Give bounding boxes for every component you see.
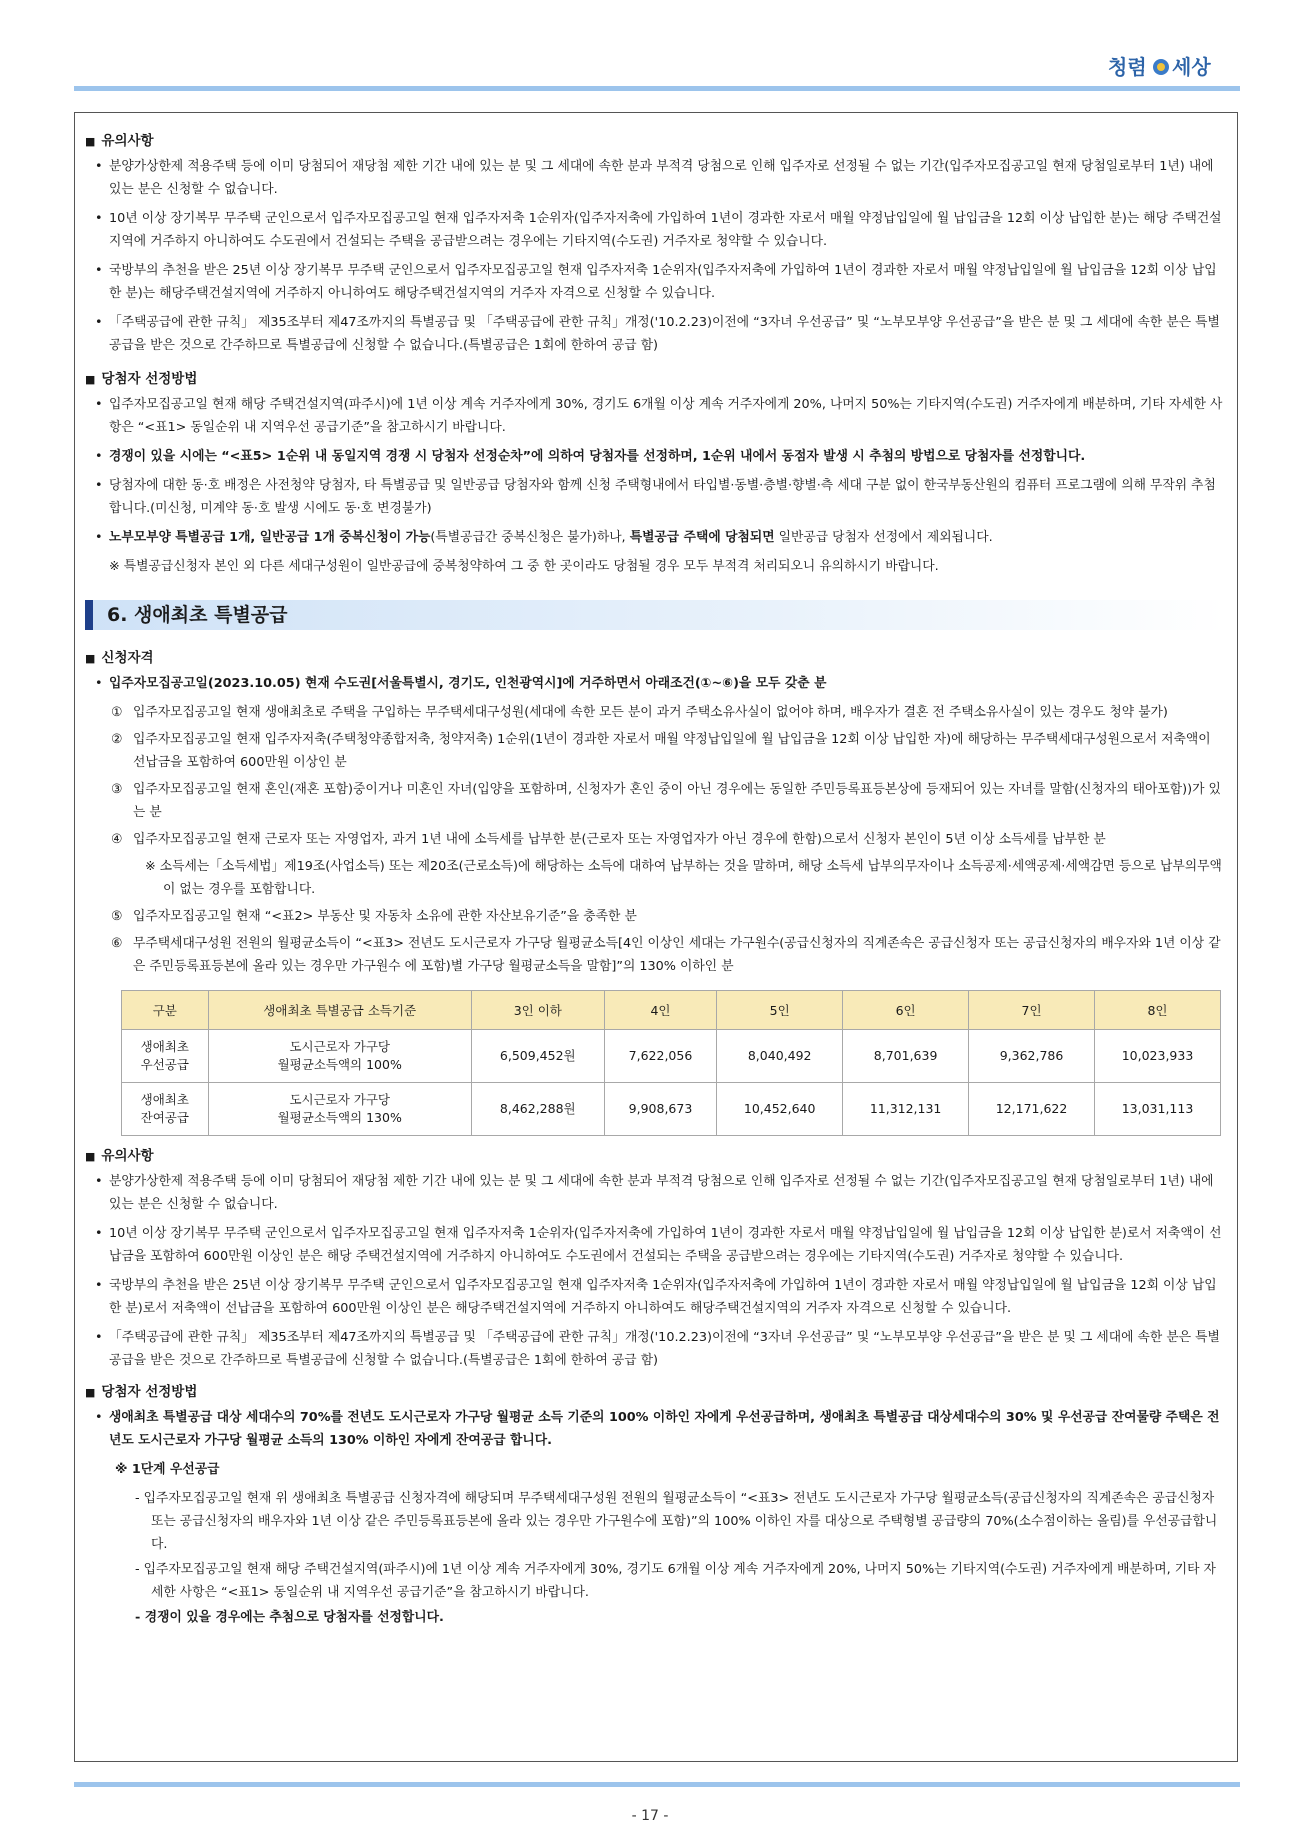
condition-2: ② 입주자모집공고일 현재 입주자저축(주택청약종합저축, 청약저축) 1순위(1년이 경과한 자로서 매월 약정납입일에 월 납입금을 12회 이상 납입한 자)에 해당하는 무주택세대구성원으로서 저축액이 선납금을 포함하여 600만원 이상인 분 — [111, 732, 1211, 770]
condition-3: ③ 입주자모집공고일 현재 혼인(재혼 포함)중이거나 미혼인 자녀(입양을 포함하며, 신청자가 혼인 중이 아닌 경우에는 동일한 주민등록표등본상에 등재되어 있는 자녀를 말함(신청자의 태아포함))가 있는 분 — [111, 782, 1221, 820]
table-header: 4인 — [604, 991, 717, 1030]
row-criteria: 도시근로자 가구당 월평균소득액의 130% — [208, 1083, 471, 1136]
note-item: • 「주택공급에 관한 규칙」 제35조부터 제47조까지의 특별공급 및 「주택공급에 관한 규칙」개정('10.2.23)이전에 “3자녀 우선공급” 및 “노부모부양 우선공급”을 받은 분 및 그 세대에 속한 분은 특별공급을 받은 것으로 간주하므로 특별공급에 신청할 수 없습니다.(특별공급은 1회에 한하여 공급 함) — [95, 311, 1227, 357]
logo-word-1: 청렴 — [1108, 55, 1147, 79]
logo — [1108, 50, 1223, 84]
condition-6: ⑥ 무주택세대구성원 전원의 월평균소득이 “<표3> 전년도 도시근로자 가구당 월평균소득[4인 이상인 세대는 가구원수(공급신청자의 직계존속은 공급신청자 또는 공급신청자의 배우자와 1년 이상 같은 주민등록표등본에 올라 있는 경우만 가구원수 에 포함)별 가구당 월평균소득을 말함]”의 130% 이하인 분 — [111, 936, 1221, 974]
table-cell: 9,908,673 — [604, 1083, 717, 1136]
note-item: • 10년 이상 장기복무 무주택 군인으로서 입주자모집공고일 현재 입주자저축 1순위자(입주자저축에 가입하여 1년이 경과한 자로서 매월 약정납입일에 월 납입금을 12회 이상 납입한 분)는 해당 주택건설지역에 거주하지 아니하여도 수도권에서 건설되는 주택을 공급받으려는 경우에는 기타지역(수도권) 거주자로 청약할 수 있습니다. — [95, 207, 1227, 253]
table-row — [122, 1030, 1221, 1083]
selection-heading: ■ 당첨자 선정방법 — [85, 367, 1227, 387]
selection-note: ※ 특별공급신청자 본인 외 다른 세대구성원이 일반공급에 중복청약하여 그 중 한 곳이라도 당첨될 경우 모두 부적격 처리되오니 유의하시기 바랍니다. — [109, 559, 939, 574]
section-title: 6. 생애최초 특별공급 — [93, 600, 1227, 630]
note-item: • 국방부의 추천을 받은 25년 이상 장기복무 무주택 군인으로서 입주자모집공고일 현재 입주자저축 1순위자(입주자저축에 가입하여 1년이 경과한 자로서 매월 약정납입일에 월 납입금을 12회 이상 납입한 분)는 해당주택건설지역에 거주하지 아니하여도 해당주택건설지역의 거주자 자격으로 신청할 수 있습니다. — [95, 259, 1227, 305]
notes-heading: ■ 유의사항 — [85, 129, 1227, 149]
notes-heading-2: ■ 유의사항 — [85, 1144, 1227, 1164]
step-1-item: - 입주자모집공고일 현재 해당 주택건설지역(파주시)에 1년 이상 계속 거주자에게 30%, 경기도 6개월 이상 계속 거주자에게 20%, 나머지 50%는 기타지역(수도권) 거주자에게 배분하며, 기타 자세한 사항은 “<표1> 동일순위 내 지역우선 공급기준”을 참고하시기 바랍니다. — [135, 1562, 1216, 1600]
condition-1: ① 입주자모집공고일 현재 생애최초로 주택을 구입하는 무주택세대구성원(세대에 속한 모든 분이 과거 주택소유사실이 없어야 하며, 배우자가 결혼 전 주택소유사실이 있는 경우도 청약 불가) — [111, 705, 1168, 720]
table-header: 5인 — [717, 991, 843, 1030]
table-cell: 8,040,492 — [717, 1030, 843, 1083]
table-cell: 10,023,933 — [1094, 1030, 1220, 1083]
note-item: • 10년 이상 장기복무 무주택 군인으로서 입주자모집공고일 현재 입주자저축 1순위자(입주자저축에 가입하여 1년이 경과한 자로서 매월 약정납입일에 월 납입금을 12회 이상 납입한 분)로서 저축액이 선납금을 포함하여 600만원 이상인 분은 해당 주택건설지역에 거주하지 아니하여도 수도권에서 건설되는 주택을 공급받으려는 경우에는 기타지역(수도권) 거주자로 청약할 수 있습니다. — [95, 1222, 1227, 1268]
logo-word-2: 세상 — [1172, 55, 1211, 79]
table-cell: 7,622,056 — [604, 1030, 717, 1083]
table-header: 8인 — [1094, 991, 1220, 1030]
condition-4: ④ 입주자모집공고일 현재 근로자 또는 자영업자, 과거 1년 내에 소득세를 납부한 분(근로자 또는 자영업자가 아닌 경우에 한함)으로서 신청자 본인이 5년 이상 소득세를 납부한 분 — [111, 832, 1106, 847]
table-header: 6인 — [843, 991, 969, 1030]
table-cell: 13,031,113 — [1094, 1083, 1220, 1136]
logo-graphic — [1108, 50, 1223, 84]
step-1-item: - 경쟁이 있을 경우에는 추첨으로 당첨자를 선정합니다. — [135, 1610, 444, 1625]
table-header: 7인 — [969, 991, 1095, 1030]
condition-5: ⑤ 입주자모집공고일 현재 “<표2> 부동산 및 자동차 소유에 관한 자산보유기준”을 충족한 분 — [111, 909, 637, 924]
condition-4-note: ※ 소득세는「소득세법」제19조(사업소득) 또는 제20조(근로소득)에 해당하는 소득에 대하여 납부하는 것을 말하며, 해당 소득세 납부의무자이나 소득공제·세액공제·세액감면 등으로 납부의무액이 없는 경우를 포함합니다. — [145, 859, 1222, 897]
bottom-rule — [74, 1782, 1240, 1787]
page-number: - 17 - — [631, 1808, 669, 1824]
table-header: 생애최초 특별공급 소득기준 — [208, 991, 471, 1030]
selection-item: • 입주자모집공고일 현재 해당 주택건설지역(파주시)에 1년 이상 계속 거주자에게 30%, 경기도 6개월 이상 계속 거주자에게 20%, 나머지 50%는 기타지역(수도권) 거주자에게 배분하며, 기타 자세한 사항은 “<표1> 동일순위 내 지역우선 공급기준”을 참고하시기 바랍니다. — [95, 393, 1227, 439]
note-item: • 「주택공급에 관한 규칙」 제35조부터 제47조까지의 특별공급 및 「주택공급에 관한 규칙」개정('10.2.23)이전에 “3자녀 우선공급” 및 “노부모부양 우선공급”을 받은 분 및 그 세대에 속한 분은 특별공급을 받은 것으로 간주하므로 특별공급에 신청할 수 없습니다.(특별공급은 1회에 한하여 공급 함) — [95, 1326, 1227, 1372]
step-1-item: - 입주자모집공고일 현재 위 생애최초 특별공급 신청자격에 해당되며 무주택세대구성원 전원의 월평균소득이 “<표3> 전년도 도시근로자 가구당 월평균소득(공급신청자의 직계존속은 공급신청자 또는 공급신청자의 배우자와 1년 이상 같은 주민등록표등본에 올라 있는 경우만 가구원수에 포함)”의 100% 이하인 자를 대상으로 주택형별 공급량의 70%(소수점이하는 올림)를 우선공급합니다. — [135, 1491, 1218, 1552]
table-header: 3인 이하 — [471, 991, 604, 1030]
selection-item: • 당첨자에 대한 동·호 배정은 사전청약 당첨자, 타 특별공급 및 일반공급 당첨자와 함께 신청 주택형내에서 타입별·동별·층별·향별·측 세대 구분 없이 한국부동산원의 컴퓨터 프로그램에 의해 무작위 추첨합니다.(미신청, 미계약 동·호 발생 시에도 동·호 변경불가) — [95, 474, 1227, 520]
table-header-row — [122, 991, 1221, 1030]
table-cell: 10,452,640 — [717, 1083, 843, 1136]
content-frame — [74, 112, 1238, 1762]
table-header: 구분 — [122, 991, 209, 1030]
top-rule — [74, 86, 1240, 91]
income-table — [121, 990, 1221, 1136]
table-cell: 8,701,639 — [843, 1030, 969, 1083]
row-label: 생애최초 잔여공급 — [122, 1083, 209, 1136]
table-row — [122, 1083, 1221, 1136]
eligibility-heading: ■ 신청자격 — [85, 646, 1227, 666]
selection-main: • 생애최초 특별공급 대상 세대수의 70%를 전년도 도시근로자 가구당 월평균 소득 기준의 100% 이하인 자에게 우선공급하며, 생애최초 특별공급 대상세대수의 30% 및 우선공급 잔여물량 주택은 전년도 도시근로자 가구당 월평균 소득의 130% 이하인 자에게 잔여공급 합니다. — [95, 1406, 1227, 1452]
row-label: 생애최초 우선공급 — [122, 1030, 209, 1083]
row-criteria: 도시근로자 가구당 월평균소득액의 100% — [208, 1030, 471, 1083]
note-item: • 국방부의 추천을 받은 25년 이상 장기복무 무주택 군인으로서 입주자모집공고일 현재 입주자저축 1순위자(입주자저축에 가입하여 1년이 경과한 자로서 매월 약정납입일에 월 납입금을 12회 이상 납입한 분)로서 저축액이 선납금을 포함하여 600만원 이상인 분은 해당주택건설지역에 거주하지 아니하여도 해당주택건설지역의 거주자 자격으로 신청할 수 있습니다. — [95, 1274, 1227, 1320]
section-6-header — [85, 600, 1227, 630]
section-marker — [85, 600, 93, 630]
table-cell: 11,312,131 — [843, 1083, 969, 1136]
table-cell: 12,171,622 — [969, 1083, 1095, 1136]
eligibility-main: • 입주자모집공고일(2023.10.05) 현재 수도권[서울특별시, 경기도, 인천광역시]에 거주하면서 아래조건(①~⑥)을 모두 갖춘 분 — [95, 672, 1227, 695]
selection-item: • 경쟁이 있을 시에는 “<표5> 1순위 내 동일지역 경쟁 시 당첨자 선정순차”에 의하여 당첨자를 선정하며, 1순위 내에서 동점자 발생 시 추첨의 방법으로 당첨자를 선정합니다. — [95, 445, 1227, 468]
note-item: • 분양가상한제 적용주택 등에 이미 당첨되어 재당첨 제한 기간 내에 있는 분 및 그 세대에 속한 분과 부적격 당첨으로 인해 입주자로 선정될 수 없는 기간(입주자모집공고일 현재 당첨일로부터 1년) 내에 있는 분은 신청할 수 없습니다. — [95, 1170, 1227, 1216]
selection-item: • 노부모부양 특별공급 1개, 일반공급 1개 중복신청이 가능(특별공급간 중복신청은 불가)하나, 특별공급 주택에 당첨되면 일반공급 당첨자 선정에서 제외됩니다. — [95, 526, 1227, 549]
step-1-label: ※ 1단계 우선공급 — [115, 1462, 220, 1477]
table-cell: 6,509,452원 — [471, 1030, 604, 1083]
selection-heading-2: ■ 당첨자 선정방법 — [85, 1380, 1227, 1400]
note-item: • 분양가상한제 적용주택 등에 이미 당첨되어 재당첨 제한 기간 내에 있는 분 및 그 세대에 속한 분과 부적격 당첨으로 인해 입주자로 선정될 수 없는 기간(입주자모집공고일 현재 당첨일로부터 1년) 내에 있는 분은 신청할 수 없습니다. — [95, 155, 1227, 201]
table-cell: 9,362,786 — [969, 1030, 1095, 1083]
table-cell: 8,462,288원 — [471, 1083, 604, 1136]
